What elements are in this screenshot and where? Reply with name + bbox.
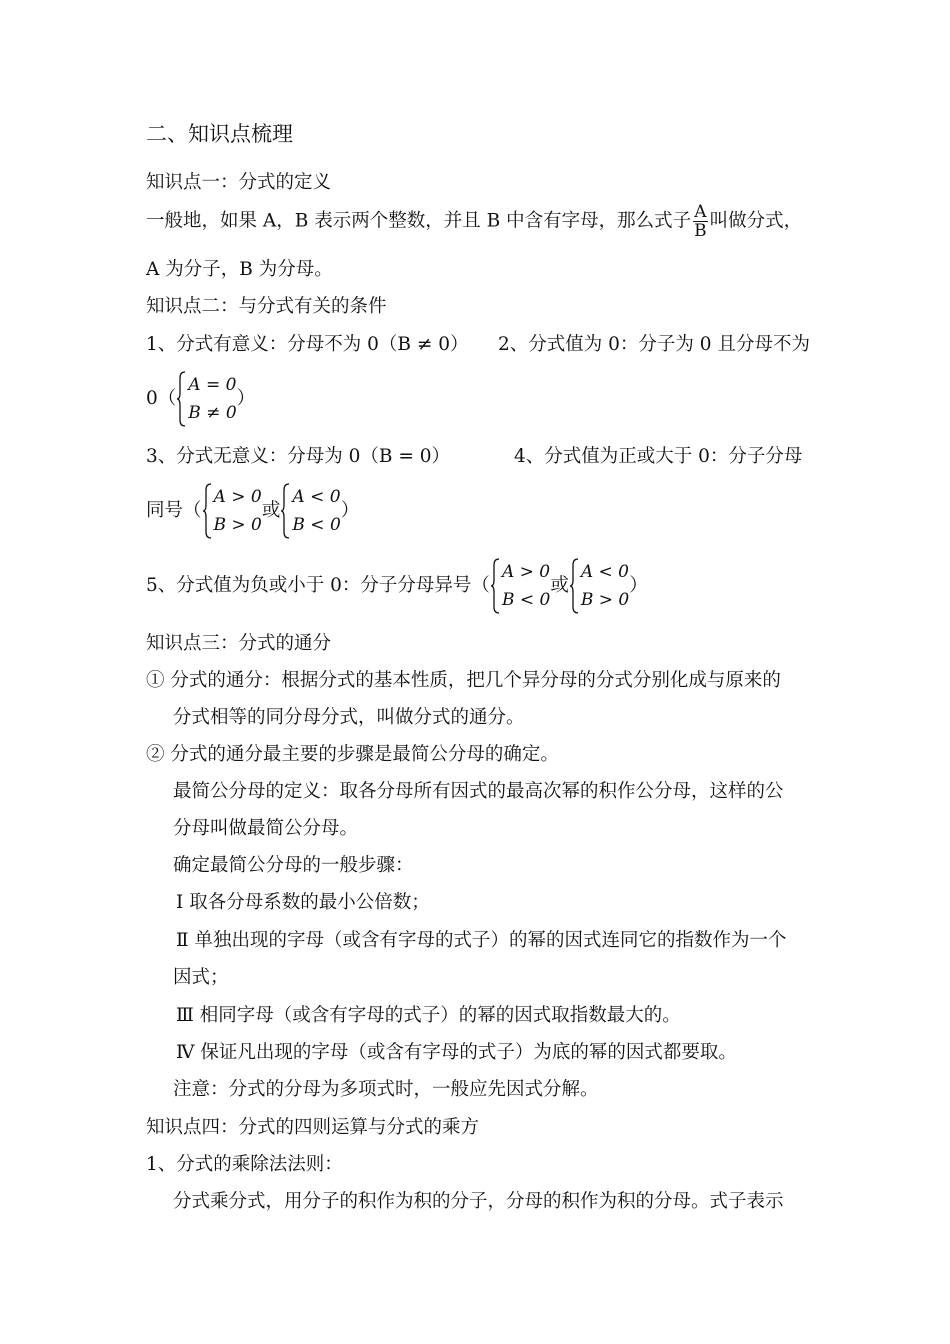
kp2-condition-3: 3、分式无意义：分母为 0（B = 0） (146, 446, 451, 467)
kp3-def-line1: 最简公分母的定义：取各分母所有因式的最高次幂的积作公分母，这样的公 (173, 781, 784, 802)
kp1-line1-post: 叫做分式， (709, 210, 803, 232)
or-word: 或 (550, 575, 569, 596)
kp3-title: 知识点三：分式的通分 (146, 633, 332, 654)
kp3-item2: ② 分式的通分最主要的步骤是最简公分母的确定。 (146, 744, 559, 765)
system-row-1: A = 0 (188, 375, 237, 395)
kp2-condition-4-cont (146, 483, 359, 539)
kp3-step-3: Ⅲ 相同字母（或含有字母的式子）的幂的因式取指数最大的。 (176, 1005, 681, 1026)
system-row-2: B ≠ 0 (188, 403, 237, 423)
fraction-numerator: A (694, 202, 707, 222)
system-row-2: B > 0 (580, 590, 630, 610)
system-opposite-sign-2 (569, 558, 629, 614)
kp4-sub1-line: 分式乘分式，用分子的积作为积的分子，分母的积作为积的分母。式子表示 (173, 1191, 784, 1212)
system-row-2: B < 0 (292, 515, 341, 535)
system-row-1: A > 0 (501, 562, 551, 582)
kp3-def-line2: 分母叫做最简公分母。 (173, 818, 359, 839)
kp3-item1-line2: 分式相等的同分母分式，叫做分式的通分。 (173, 707, 525, 728)
system-a-eq-0-b-ne-0 (176, 371, 236, 427)
kp2-condition-2-cont (146, 371, 255, 427)
left-brace-icon (176, 371, 186, 427)
system-same-sign-positive (202, 483, 262, 539)
left-brace-icon (569, 558, 579, 614)
left-brace-icon (490, 558, 500, 614)
kp3-steps-title: 确定最简公分母的一般步骤： (173, 855, 414, 876)
cond4-prefix: 同号（ (146, 500, 202, 521)
left-brace-icon (280, 483, 290, 539)
kp2-condition-5 (146, 558, 648, 614)
fraction-a-over-b (693, 203, 708, 240)
kp3-step-4: Ⅳ 保证凡出现的字母（或含有字母的式子）为底的幂的因式都要取。 (176, 1042, 737, 1063)
system-row-2: B < 0 (501, 590, 551, 610)
kp1-definition-line (146, 203, 802, 240)
system-row-2: B > 0 (213, 515, 262, 535)
left-brace-icon (202, 483, 212, 539)
system-same-sign-negative (280, 483, 340, 539)
or-word: 或 (261, 500, 281, 521)
kp2-condition-4: 4、分式值为正或大于 0：分子分母 (514, 446, 803, 467)
kp2-condition-1: 1、分式有意义：分母不为 0（B ≠ 0） (146, 334, 469, 355)
kp1-line2: A 为分子，B 为分母。 (146, 259, 333, 280)
cond2-prefix: 0（ (146, 388, 177, 409)
kp3-note: 注意：分式的分母为多项式时，一般应先因式分解。 (173, 1079, 599, 1100)
kp2-condition-2: 2、分式值为 0：分子为 0 且分母不为 (498, 334, 810, 355)
kp3-step-1: Ⅰ 取各分母系数的最小公倍数； (176, 892, 430, 913)
kp2-title: 知识点二：与分式有关的条件 (146, 296, 387, 317)
system-opposite-sign-1 (490, 558, 550, 614)
fraction-denominator: B (694, 221, 707, 241)
kp3-item1-line1: ① 分式的通分：根据分式的基本性质，把几个异分母的分式分别化成与原来的 (146, 670, 781, 691)
kp3-step-2-line1: Ⅱ 单独出现的字母（或含有字母的式子）的幂的因式连同它的指数作为一个 (176, 930, 787, 951)
section-title: 二、知识点梳理 (146, 122, 293, 146)
system-row-1: A < 0 (580, 562, 629, 582)
kp1-title: 知识点一：分式的定义 (146, 172, 332, 193)
system-row-1: A > 0 (213, 487, 262, 507)
cond2-suffix: ） (236, 388, 256, 409)
cond4-suffix: ） (340, 500, 360, 521)
cond5-suffix: ） (629, 575, 648, 596)
kp4-title: 知识点四：分式的四则运算与分式的乘方 (146, 1117, 480, 1138)
kp1-line1-pre: 一般地，如果 A，B 表示两个整数，并且 B 中含有字母，那么式子 (146, 210, 692, 232)
system-row-1: A < 0 (292, 487, 341, 507)
cond5-prefix: 5、分式值为负或小于 0：分子分母异号（ (146, 575, 490, 596)
kp4-sub1: 1、分式的乘除法法则： (146, 1154, 343, 1175)
kp3-step-2-line2: 因式； (173, 967, 229, 988)
